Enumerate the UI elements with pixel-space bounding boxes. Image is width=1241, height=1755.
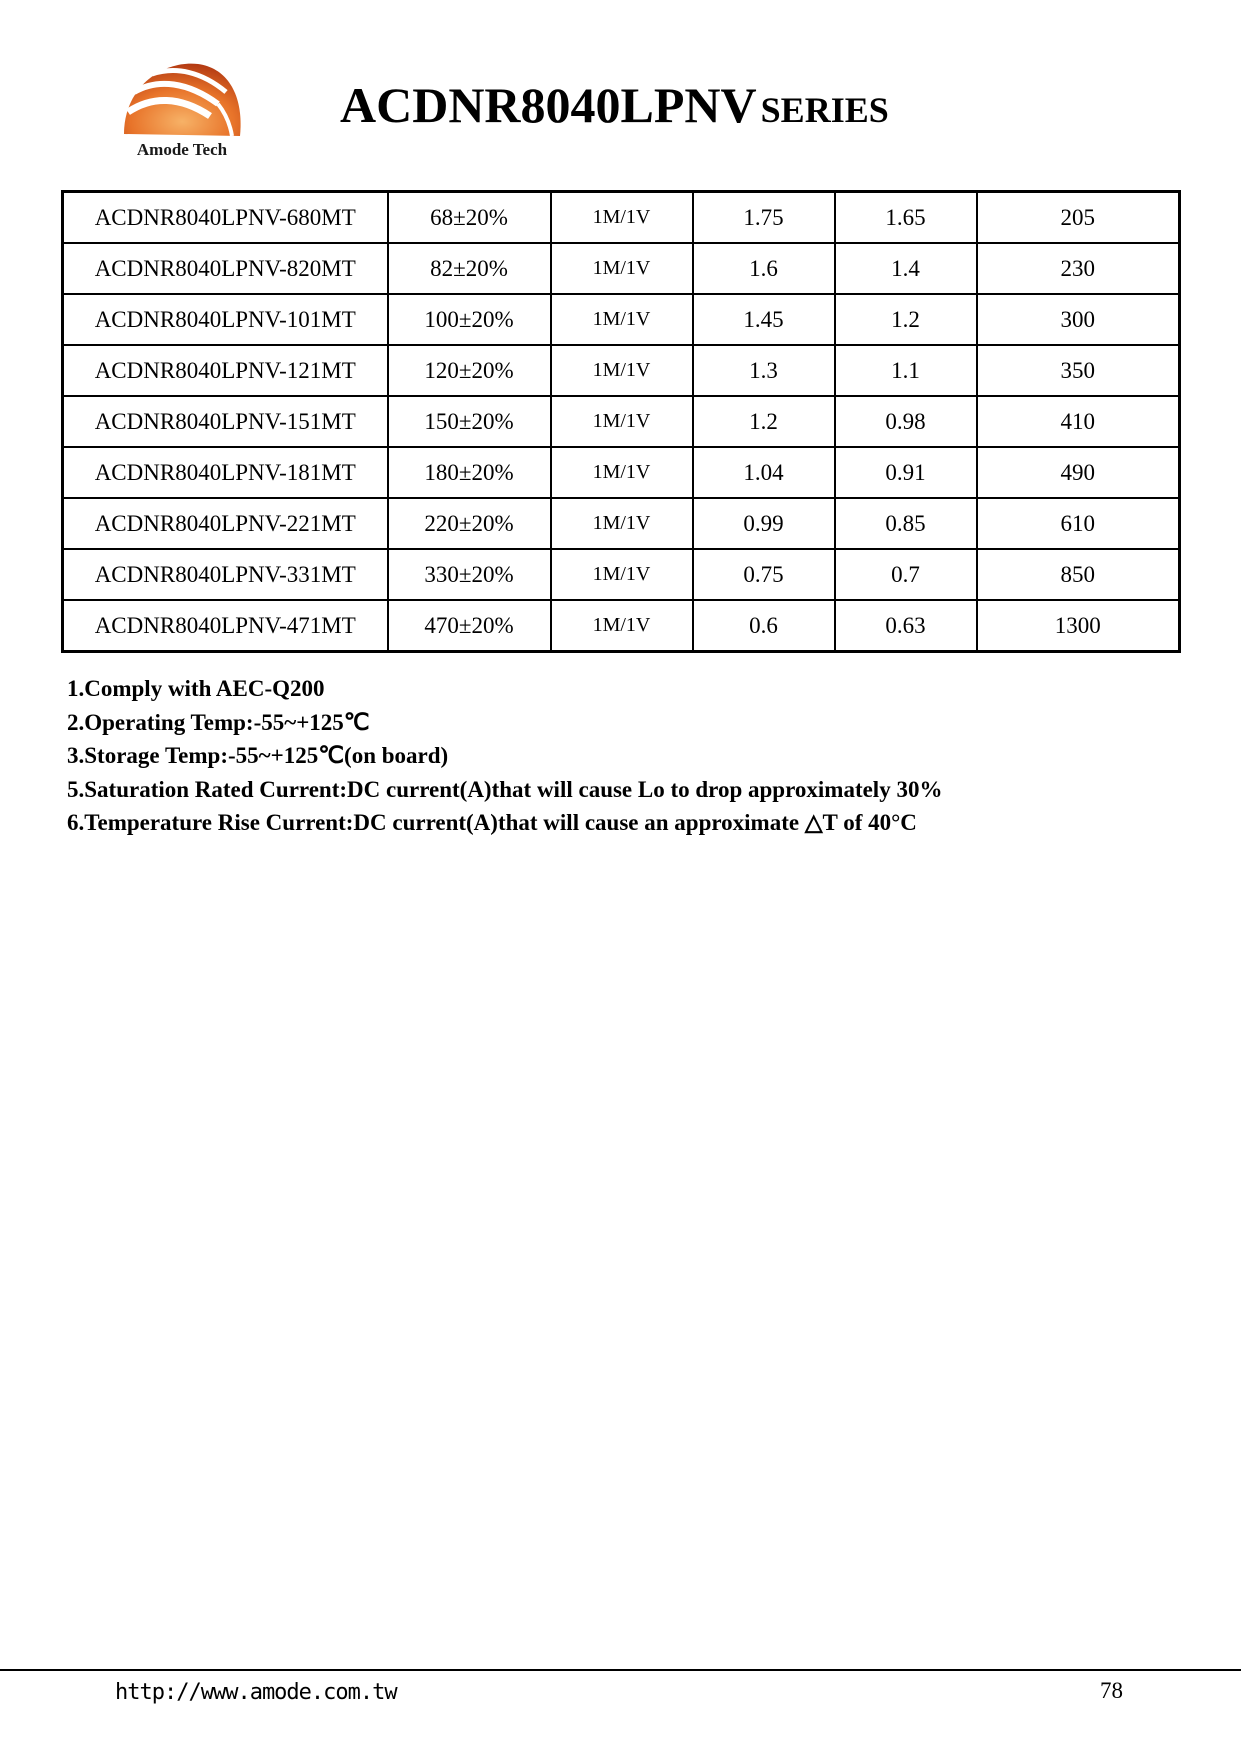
table-cell: ACDNR8040LPNV-121MT <box>63 345 388 396</box>
table-cell: 1.2 <box>835 294 977 345</box>
table-cell: 1.65 <box>835 192 977 244</box>
table-cell: 1.1 <box>835 345 977 396</box>
table-row <box>63 294 1180 345</box>
table-cell: 1.04 <box>693 447 835 498</box>
table-cell: 82±20% <box>388 243 551 294</box>
table-row <box>63 498 1180 549</box>
note-item: 1.Comply with AEC-Q200 <box>67 676 325 701</box>
table-cell: 0.99 <box>693 498 835 549</box>
note-item: 2.Operating Temp:-55~+125℃ <box>67 709 370 735</box>
table-cell: 68±20% <box>388 192 551 244</box>
table-cell: 0.98 <box>835 396 977 447</box>
table-cell: 0.63 <box>835 600 977 652</box>
table-cell: 1.4 <box>835 243 977 294</box>
note-item: 5.Saturation Rated Current:DC current(A)that will cause Lo to drop approximately 30% <box>67 776 943 802</box>
table-cell: ACDNR8040LPNV-151MT <box>63 396 388 447</box>
table-cell: 1M/1V <box>551 600 693 652</box>
table-cell: 1M/1V <box>551 345 693 396</box>
table-cell: 150±20% <box>388 396 551 447</box>
table-cell: 1M/1V <box>551 243 693 294</box>
table-cell: 1.3 <box>693 345 835 396</box>
table-cell: 330±20% <box>388 549 551 600</box>
table-cell: 470±20% <box>388 600 551 652</box>
page-number: 78 <box>1100 1678 1123 1703</box>
spec-table <box>61 190 1181 653</box>
sunrise-logo-icon <box>118 56 246 142</box>
table-cell: 205 <box>977 192 1180 244</box>
footer-url: http://www.amode.com.tw <box>115 1680 397 1705</box>
table-cell: 100±20% <box>388 294 551 345</box>
table-cell: 1M/1V <box>551 192 693 244</box>
company-logo <box>118 56 254 166</box>
table-cell: 1.45 <box>693 294 835 345</box>
table-cell: ACDNR8040LPNV-181MT <box>63 447 388 498</box>
note-item: 3.Storage Temp:-55~+125℃(on board) <box>67 743 449 768</box>
table-cell: ACDNR8040LPNV-680MT <box>63 192 388 244</box>
footer-divider <box>0 1669 1241 1671</box>
table-cell: 300 <box>977 294 1180 345</box>
table-row <box>63 447 1180 498</box>
table-cell: 1M/1V <box>551 498 693 549</box>
note-item: 6.Temperature Rise Current:DC current(A)that will cause an approximate △T of 40°C <box>67 810 917 835</box>
table-cell: 0.91 <box>835 447 977 498</box>
table-cell: 0.7 <box>835 549 977 600</box>
notes-list <box>67 672 942 840</box>
page-title <box>340 77 889 133</box>
table-row <box>63 549 1180 600</box>
table-cell: 220±20% <box>388 498 551 549</box>
table-cell: 1.6 <box>693 243 835 294</box>
table-cell: 1M/1V <box>551 447 693 498</box>
table-cell: 850 <box>977 549 1180 600</box>
table-cell: 610 <box>977 498 1180 549</box>
table-cell: 350 <box>977 345 1180 396</box>
table-row <box>63 600 1180 652</box>
series-name: ACDNR8040LPNV <box>340 77 757 133</box>
table-cell: ACDNR8040LPNV-221MT <box>63 498 388 549</box>
table-cell: 1M/1V <box>551 294 693 345</box>
table-cell: 1.2 <box>693 396 835 447</box>
table-cell: 1.75 <box>693 192 835 244</box>
table-row <box>63 243 1180 294</box>
table-cell: ACDNR8040LPNV-331MT <box>63 549 388 600</box>
table-cell: 1300 <box>977 600 1180 652</box>
table-cell: 410 <box>977 396 1180 447</box>
table-cell: 0.85 <box>835 498 977 549</box>
table-cell: ACDNR8040LPNV-471MT <box>63 600 388 652</box>
table-cell: ACDNR8040LPNV-820MT <box>63 243 388 294</box>
table-cell: 180±20% <box>388 447 551 498</box>
table-cell: ACDNR8040LPNV-101MT <box>63 294 388 345</box>
table-row <box>63 192 1180 244</box>
table-cell: 230 <box>977 243 1180 294</box>
table-row <box>63 396 1180 447</box>
table-cell: 1M/1V <box>551 396 693 447</box>
table-cell: 490 <box>977 447 1180 498</box>
logo-text: Amode Tech <box>136 140 228 159</box>
table-cell: 0.6 <box>693 600 835 652</box>
table-cell: 1M/1V <box>551 549 693 600</box>
table-cell: 120±20% <box>388 345 551 396</box>
series-label: SERIES <box>760 90 889 130</box>
table-cell: 0.75 <box>693 549 835 600</box>
table-row <box>63 345 1180 396</box>
